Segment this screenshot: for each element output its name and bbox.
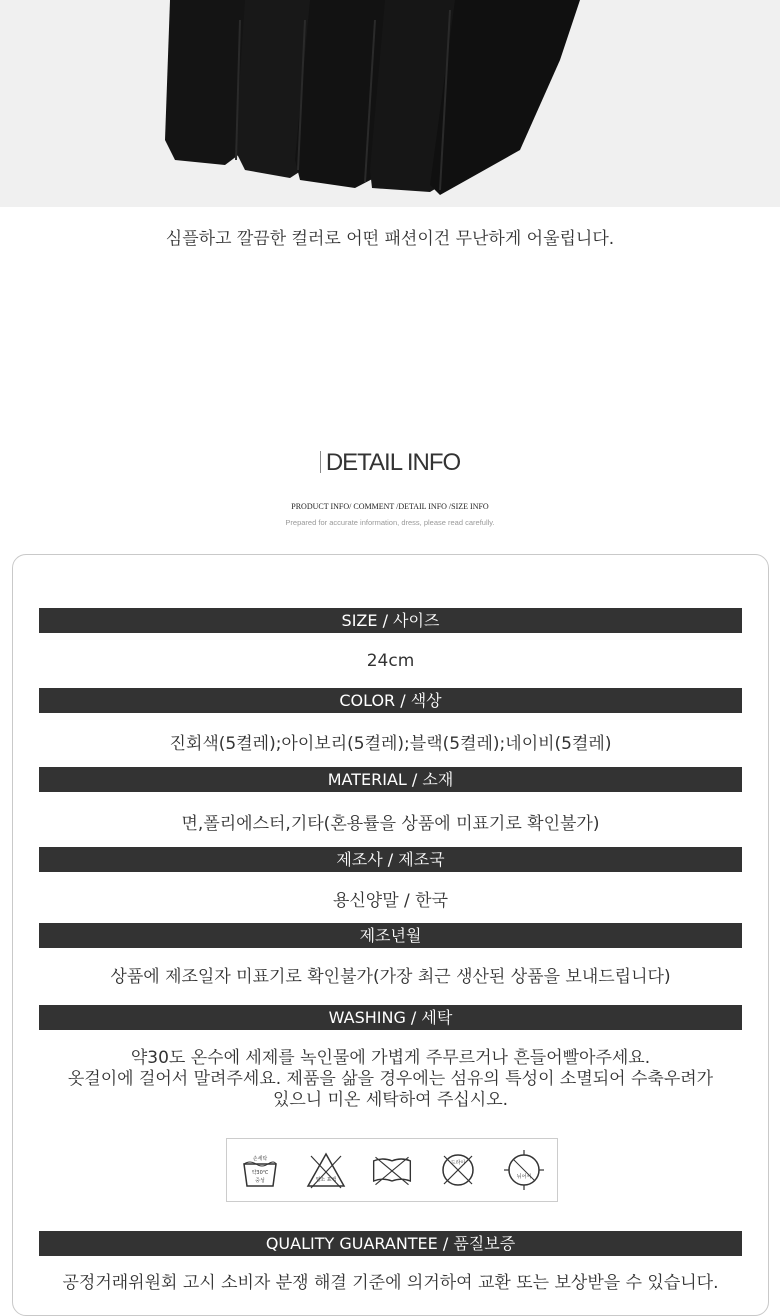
maker-value: 용신양말 / 한국 bbox=[332, 891, 449, 911]
hand-wash-icon bbox=[238, 1148, 282, 1192]
color-value: 진회색(5켤레);아이보리(5켤레);블랙(5켤레);네이비(5켤레) bbox=[169, 734, 612, 754]
quality-value: 공정거래위원회 고시 소비자 분쟁 해결 기준에 의거하여 교환 또는 보상받을 수 있습니다. bbox=[62, 1273, 719, 1293]
dry-flat-icon bbox=[502, 1148, 546, 1192]
bleach-icon-text: 염소 표백 bbox=[315, 1177, 337, 1183]
material-header: MATERIAL / 소재 bbox=[39, 767, 742, 792]
washing-text bbox=[39, 1048, 742, 1111]
color-header: COLOR / 색상 bbox=[39, 688, 742, 713]
washing-header: WASHING / 세탁 bbox=[39, 1005, 742, 1030]
product-caption: 심플하고 깔끔한 컬러로 어떤 패션이건 무난하게 어울립니다. bbox=[165, 229, 615, 249]
product-photo bbox=[0, 0, 780, 207]
wash-icon-bot: 중성 bbox=[255, 1178, 265, 1184]
washing-line-3: 있으니 미온 세탁하여 주십시오. bbox=[272, 1090, 509, 1110]
no-tumble-icon bbox=[370, 1148, 414, 1192]
dry-icon-text: 드라이 bbox=[450, 1160, 466, 1166]
material-value: 면,폴리에스터,기타(혼용률을 상품에 미표기로 확인불가) bbox=[181, 814, 600, 834]
size-header: SIZE / 사이즈 bbox=[39, 608, 742, 633]
socks-image bbox=[0, 0, 780, 207]
washing-line-1: 약30도 온수에 세제를 녹인물에 가볍게 주무르거나 흔들어빨아주세요. bbox=[130, 1048, 651, 1068]
iron-icon-text: 뉘어서 bbox=[516, 1174, 532, 1180]
title-divider bbox=[320, 451, 321, 473]
size-value: 24cm bbox=[366, 651, 415, 671]
no-dry-clean-icon bbox=[436, 1148, 480, 1192]
maker-header: 제조사 / 제조국 bbox=[39, 847, 742, 872]
care-icons bbox=[226, 1138, 558, 1202]
detail-info-title-text: DETAIL INFO bbox=[325, 449, 461, 476]
wash-icon-top: 손세탁 bbox=[252, 1156, 268, 1162]
detail-note: Prepared for accurate information, dress, please read carefully. bbox=[285, 518, 495, 527]
washing-line-2: 옷걸이에 걸어서 말려주세요. 제품을 삶을 경우에는 섬유의 특성이 소멸되어 수축우려가 bbox=[67, 1069, 714, 1089]
detail-subnav: PRODUCT INFO/ COMMENT /DETAIL INFO /SIZE INFO bbox=[291, 502, 489, 511]
date-value: 상품에 제조일자 미표기로 확인불가(가장 최근 생산된 상품을 보내드립니다) bbox=[110, 967, 671, 987]
quality-header: QUALITY GUARANTEE / 품질보증 bbox=[39, 1231, 742, 1256]
detail-info-title bbox=[0, 449, 780, 477]
wash-icon-mid: 약30℃ bbox=[251, 1170, 269, 1176]
no-bleach-icon bbox=[304, 1148, 348, 1192]
date-header: 제조년월 bbox=[39, 923, 742, 948]
